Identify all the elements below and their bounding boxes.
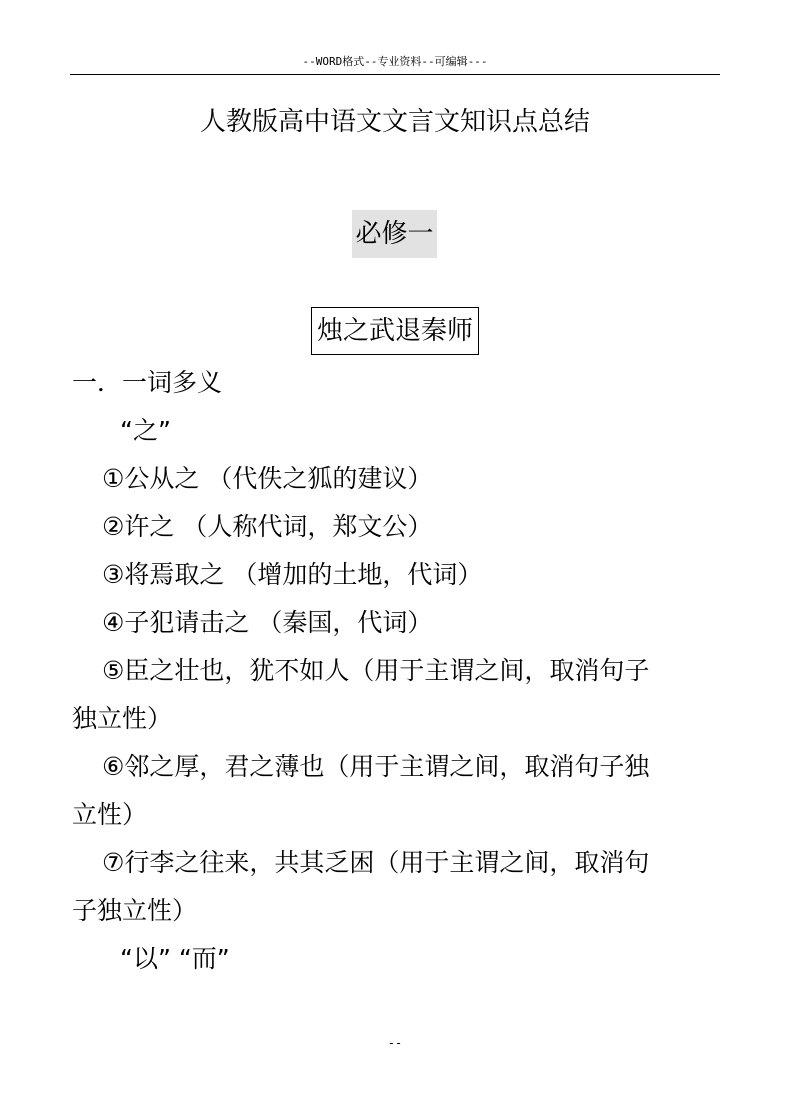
list-item: ③将焉取之 （增加的土地，代词）: [102, 560, 483, 589]
list-item-continuation: 子独立性）: [72, 896, 198, 925]
list-item: ①公从之 （代佚之狐的建议）: [102, 464, 433, 493]
list-item: ⑤臣之壮也，犹不如人（用于主谓之间，取消句子: [102, 656, 650, 685]
header-divider: [70, 74, 720, 75]
list-item: ②许之 （人称代词，郑文公）: [102, 512, 433, 541]
heading-polysemy: 一．一词多义: [72, 368, 223, 397]
section-heading: 必修一: [352, 210, 437, 258]
list-item: ⑦行李之往来，共其乏困（用于主谓之间，取消句: [102, 848, 650, 877]
word-zhi: “之”: [120, 416, 171, 445]
list-item-continuation: 独立性）: [72, 704, 173, 733]
document-title: 人教版高中语文文言文知识点总结: [199, 107, 590, 137]
word-yi-er: “以” “而”: [120, 944, 230, 973]
article-title: 烛之武退秦师: [311, 307, 479, 355]
list-item: ④子犯请击之 （秦国，代词）: [102, 608, 433, 637]
list-item: ⑥邻之厚，君之薄也（用于主谓之间，取消句子独: [102, 752, 650, 781]
list-item-continuation: 立性）: [72, 800, 148, 829]
page-footer: --: [387, 1036, 403, 1050]
page-header: --WORD格式--专业资料--可编辑---: [302, 55, 488, 68]
